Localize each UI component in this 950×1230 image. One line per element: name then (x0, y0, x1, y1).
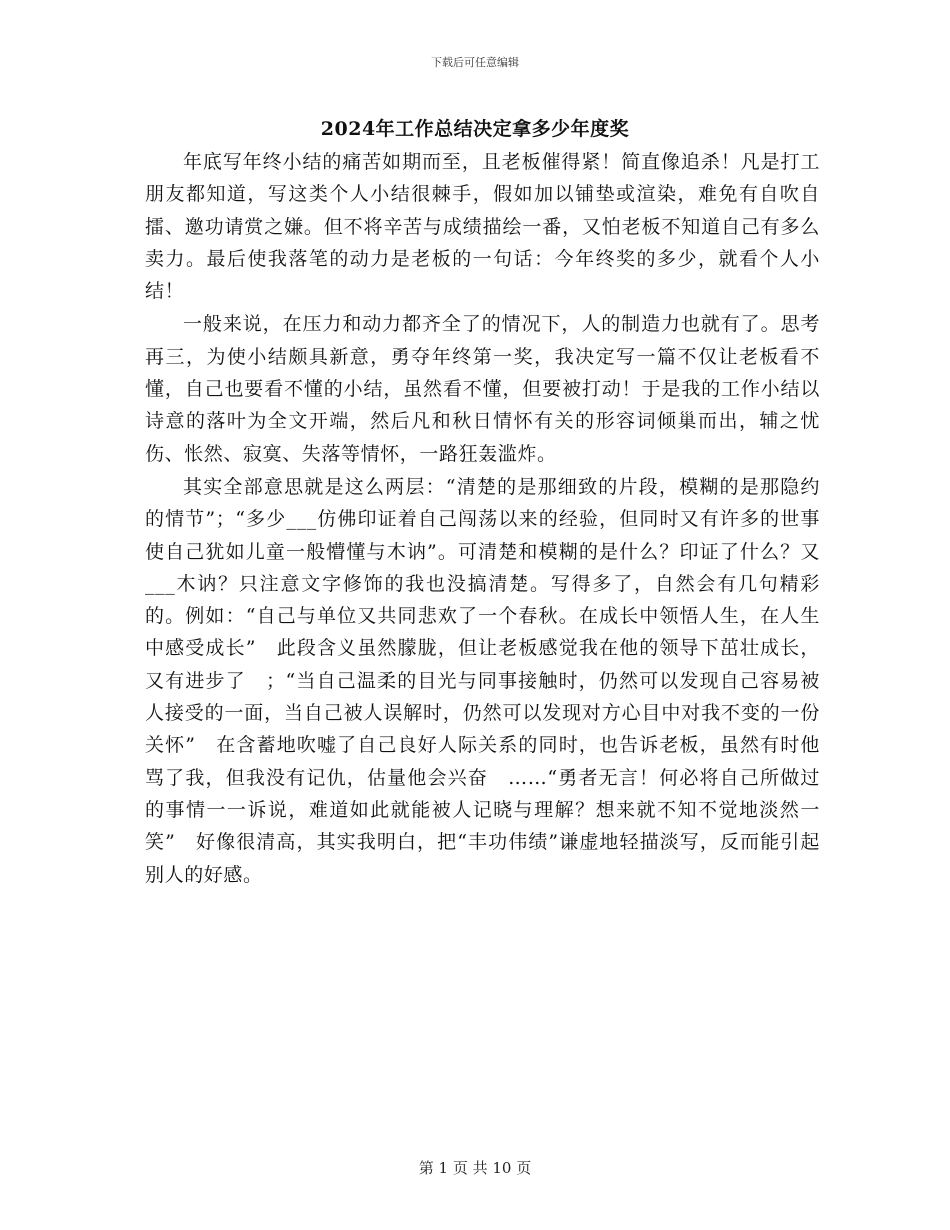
header-note: 下载后可任意编辑 (431, 56, 519, 69)
paragraph-1: 年底写年终小结的痛苦如期而至，且老板催得紧！简直像追杀！凡是打工朋友都知道，写这类个人小结很棘手，假如加以铺垫或渲染，难免有自吹自擂、邀功请赏之嫌。但不将辛苦与成绩描绘一番，又怕老板不知道自己有多么卖力。最后使我落笔的动力是老板的一句话：今年终奖的多少，就看个人小结！ (145, 151, 820, 303)
paragraph-2: 一般来说，在压力和动力都齐全了的情况下，人的制造力也就有了。思考再三，为使小结颇具新意，勇夺年终第一奖，我决定写一篇不仅让老板看不懂，自己也要看不懂的小结，虽然看不懂，但要被打动！于是我的工作小结以诗意的落叶为全文开端，然后凡和秋日情怀有关的形容词倾巢而出，辅之忧伤、怅然、寂寞、失落等情怀，一路狂轰滥炸。 (145, 313, 820, 465)
document-title: 2024年工作总结决定拿多少年度奖 (320, 118, 630, 140)
paragraph-3: 其实全部意思就是这么两层：“清楚的是那细致的片段，模糊的是那隐约的情节”；“多少___仿佛印证着自己闯荡以来的经验，但同时又有许多的世事使自己犹如儿童一般懵懂与木讷”。可清楚和模糊的是什么？印证了什么？又___木讷？只注意文字修饰的我也没搞清楚。写得多了，自然会有几句精彩的。例如：“自己与单位又共同悲欢了一个春秋。在成长中领悟人生，在人生中感受成长” 此段含义虽然朦胧，但让老板感觉我在他的领导下茁壮成长，又有进步了 ；“当自己温柔的目光与同事接触时，仍然可以发现自己容易被人接受的一面，当自己被人误解时，仍然可以发现对方心目中对我不变的一份关怀” 在含蓄地吹嘘了自己良好人际关系的同时，也告诉老板，虽然有时他骂了我，但我没有记仇，估量他会兴奋 ……“勇者无言！何必将自己所做过的事情一一诉说，难道如此就能被人记晓与理解？想来就不知不觉地淡然一笑” 好像很清高，其实我明白，把“丰功伟绩”谦虚地轻描淡写，反而能引起别人的好感。 (145, 475, 820, 886)
page-number-footer: 第 1 页 共 10 页 (418, 1159, 532, 1177)
document-body (145, 146, 820, 892)
